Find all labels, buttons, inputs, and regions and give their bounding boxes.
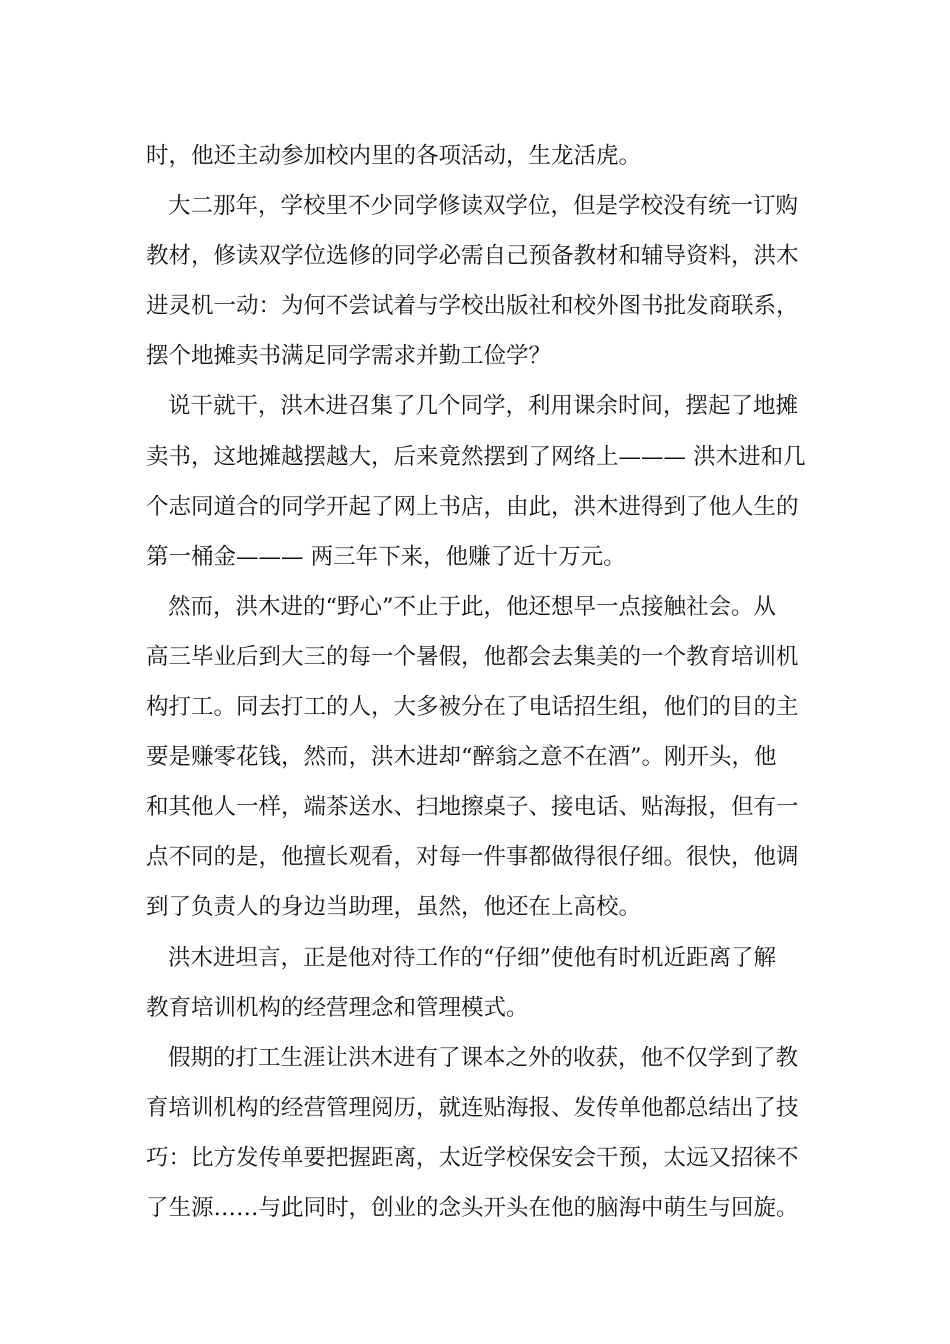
text-line: 摆个地摊卖书满足同学需求并勤工俭学？ <box>146 343 552 370</box>
body-text <box>146 131 806 1233</box>
text-line: 高三毕业后到大三的每一个暑假，他都会去集美的一个教育培训机 <box>146 643 799 670</box>
text-line: 假期的打工生涯让洪木进有了课本之外的收获，他不仅学到了教 <box>168 1044 799 1071</box>
text-line: 大二那年，学校里不少同学修读双学位，但是学校没有统一订购 <box>168 193 799 220</box>
paragraph-6 <box>146 1033 806 1233</box>
text-line: 说干就干，洪木进召集了几个同学，利用课余时间，摆起了地摊 <box>168 393 799 420</box>
text-line: 要是赚零花钱，然而，洪木进却“醉翁之意不在酒”。刚开头，他 <box>146 744 777 771</box>
paragraph-2 <box>146 181 806 381</box>
text-line: 巧：比方发传单要把握距离，太近学校保安会干预，太远又招徕不 <box>146 1144 799 1171</box>
text-line: 第一桶金——— 两三年下来，他赚了近十万元。 <box>146 543 626 570</box>
text-line: 育培训机构的经营管理阅历，就连贴海报、发传单他都总结出了技 <box>146 1094 799 1121</box>
paragraph-5 <box>146 933 806 1033</box>
text-line: 到了负责人的身边当助理，虽然，他还在上高校。 <box>146 894 642 921</box>
paragraph-4 <box>146 582 806 933</box>
text-line: 教材，修读双学位选修的同学必需自己预备教材和辅导资料，洪木 <box>146 243 799 270</box>
text-line: 洪木进坦言，正是他对待工作的“仔细”使他有时机近距离了解 <box>168 944 777 971</box>
text-line: 时，他还主动参加校内里的各项活动，生龙活虎。 <box>146 143 642 169</box>
text-line: 进灵机一动：为何不尝试着与学校出版社和校外图书批发商联系， <box>146 293 799 320</box>
paragraph-1 <box>146 131 806 181</box>
text-line: 了生源……与此同时，创业的念头开头在他的脑海中萌生与回旋。 <box>146 1194 799 1221</box>
text-line: 教育培训机构的经营理念和管理模式。 <box>146 994 529 1021</box>
text-line: 个志同道合的同学开起了网上书店，由此，洪木进得到了他人生的 <box>146 493 799 520</box>
text-line: 点不同的是，他擅长观看，对每一件事都做得很仔细。很快，他调 <box>146 844 799 871</box>
text-line: 和其他人一样，端茶送水、扫地擦桌子、接电话、贴海报，但有一 <box>146 794 799 821</box>
text-line: 然而，洪木进的“野心”不止于此，他还想早一点接触社会。从 <box>168 593 777 620</box>
text-line: 构打工。同去打工的人，大多被分在了电话招生组，他们的目的主 <box>146 694 799 721</box>
paragraph-3 <box>146 381 806 581</box>
text-line: 卖书，这地摊越摆越大，后来竟然摆到了网络上——— 洪木进和几 <box>146 443 806 470</box>
